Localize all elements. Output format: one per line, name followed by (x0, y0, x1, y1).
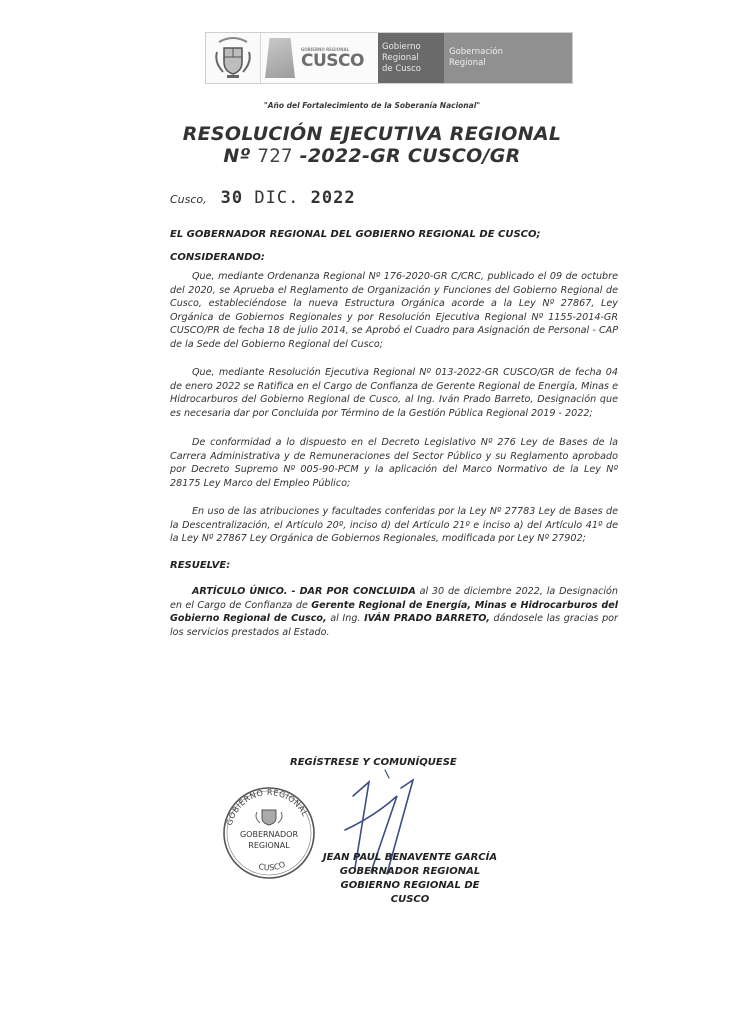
date-year: 2022 (310, 188, 356, 208)
gobierno-regional-line1: Gobierno Regional (382, 41, 421, 63)
year-motto: "Año del Fortalecimiento de la Soberanía Nacional" (263, 101, 481, 110)
articulo-cargo: Gerente Regional de Energía, Minas e Hidrocarburos del Gobierno Regional de Cusco, (170, 599, 618, 625)
signatory-block (322, 851, 498, 907)
handwritten-resolution-number: 727 (257, 145, 293, 167)
articulo-unico (170, 585, 618, 639)
signatory-position: GOBERNADOR REGIONAL (339, 866, 481, 877)
considerando-heading: CONSIDERANDO: (170, 252, 265, 263)
gobernacion-line2: Regional (449, 58, 486, 68)
dateline (170, 188, 356, 208)
articulo-designee-name: IVÁN PRADO BARRETO, (364, 613, 490, 625)
date-month: DIC. (254, 188, 300, 208)
official-seal (222, 786, 316, 880)
letterhead-banner (205, 32, 573, 84)
date-day: 30 (220, 188, 244, 208)
gobernacion-regional-panel (444, 33, 572, 83)
paragraph-text: De conformidad a lo dispuesto en el Decreto Legislativo Nº 276 Ley de Bases de la Carrera Administrativa y de Remuneraciones del Sector Público y su Reglamento aprobado por Decreto Supremo Nº 005-90-PCM y la aplicación del Marco Normativo de la Ley Nº 28175 Ley Marco del Empleo Público; (170, 437, 618, 489)
seal-top-text: GOBIERNO REGIONAL (224, 787, 310, 827)
considerando-paragraph-3 (170, 436, 618, 490)
resolution-number (0, 145, 744, 167)
number-suffix: -2022-GR CUSCO/GR (299, 145, 521, 167)
cusco-emblem-icon (265, 38, 295, 78)
signatory-entity: GOBIERNO REGIONAL DE CUSCO (340, 880, 480, 905)
issuing-authority: EL GOBERNADOR REGIONAL DEL GOBIERNO REGIONAL DE CUSCO; (170, 229, 541, 240)
considerando-paragraph-4 (170, 505, 618, 546)
gobierno-regional-panel (378, 33, 444, 83)
number-prefix: Nº (223, 145, 251, 167)
considerando-paragraph-1 (170, 270, 618, 352)
seal-middle-line2: REGIONAL (248, 841, 290, 850)
articulo-label: ARTÍCULO ÚNICO. - DAR POR CONCLUIDA (192, 586, 416, 597)
signatory-name: JEAN PAUL BENAVENTE GARCÍA (322, 852, 498, 863)
cusco-logo-wordmark (301, 47, 364, 70)
cusco-regional-logo (261, 33, 378, 83)
seal-bottom-text: CUSCO (257, 859, 287, 873)
document-title: RESOLUCIÓN EJECUTIVA REGIONAL (182, 123, 562, 145)
peru-coat-of-arms-logo (206, 33, 261, 83)
paragraph-text: Que, mediante Ordenanza Regional Nº 176-2020-GR C/CRC, publicado el 09 de octubre del 2020, se Aprueba el Reglamento de Organización y Funciones del Gobierno Regional de Cusco, estableciéndose la nueva Estructura Orgánica acorde a la Ley Nº 27867, Ley Orgánica de Gobiernos Regionales y por Resolución Ejecutiva Regional Nº 1155-2014-GR CUSCO/PR de fecha 18 de julio 2014, se Aprobó el Cuadro para Asignación de Personal - CAP de la Sede del Gobierno Regional del Cusco; (170, 271, 618, 350)
coat-of-arms-icon (213, 36, 253, 80)
date-city: Cusco, (170, 193, 207, 206)
seal-icon (222, 786, 316, 880)
closing-formula: REGÍSTRESE Y COMUNÍQUESE (290, 757, 457, 768)
seal-middle-line1: GOBERNADOR (239, 830, 299, 839)
articulo-text-1: al 30 de diciembre 2022, la Designación en el Cargo de Confianza de (170, 586, 619, 611)
cusco-logo-subtitle: GOBIERNO REGIONAL (301, 46, 350, 52)
gobernacion-line1: Gobernación (449, 47, 503, 57)
gobierno-regional-line2: de Cusco (382, 63, 421, 74)
considerando-paragraph-2 (170, 366, 618, 420)
date-stamp (221, 188, 356, 208)
paragraph-text: En uso de las atribuciones y facultades conferidas por la Ley Nº 27783 Ley de Bases de la Descentralización, el Artículo 20º, inciso d) del Artículo 21º e inciso a) del Artículo 41º de la Ley Nº 27867 Ley Orgánica de Gobiernos Regionales, modificada por Ley Nº 27902; (170, 506, 618, 545)
paragraph-text: Que, mediante Resolución Ejecutiva Regional Nº 013-2022-GR CUSCO/GR de fecha 04 de enero 2022 se Ratifica en el Cargo de Confianza de Gerente Regional de Energía, Minas e Hidrocarburos del Gobierno Regional de Cusco, al Ing. Iván Prado Barreto, Designación que es necesaria dar por Concluida por Término de la Gestión Pública Regional 2019 - 2022; (170, 367, 618, 419)
svg-text:CUSCO (258, 860, 287, 873)
articulo-text-2: al Ing. (326, 613, 365, 625)
cusco-logo-text: CUSCO (301, 50, 364, 71)
resuelve-heading: RESUELVE: (170, 560, 231, 571)
articulo-text-3: dándosele las gracias por los servicios prestados al Estado. (170, 613, 618, 638)
